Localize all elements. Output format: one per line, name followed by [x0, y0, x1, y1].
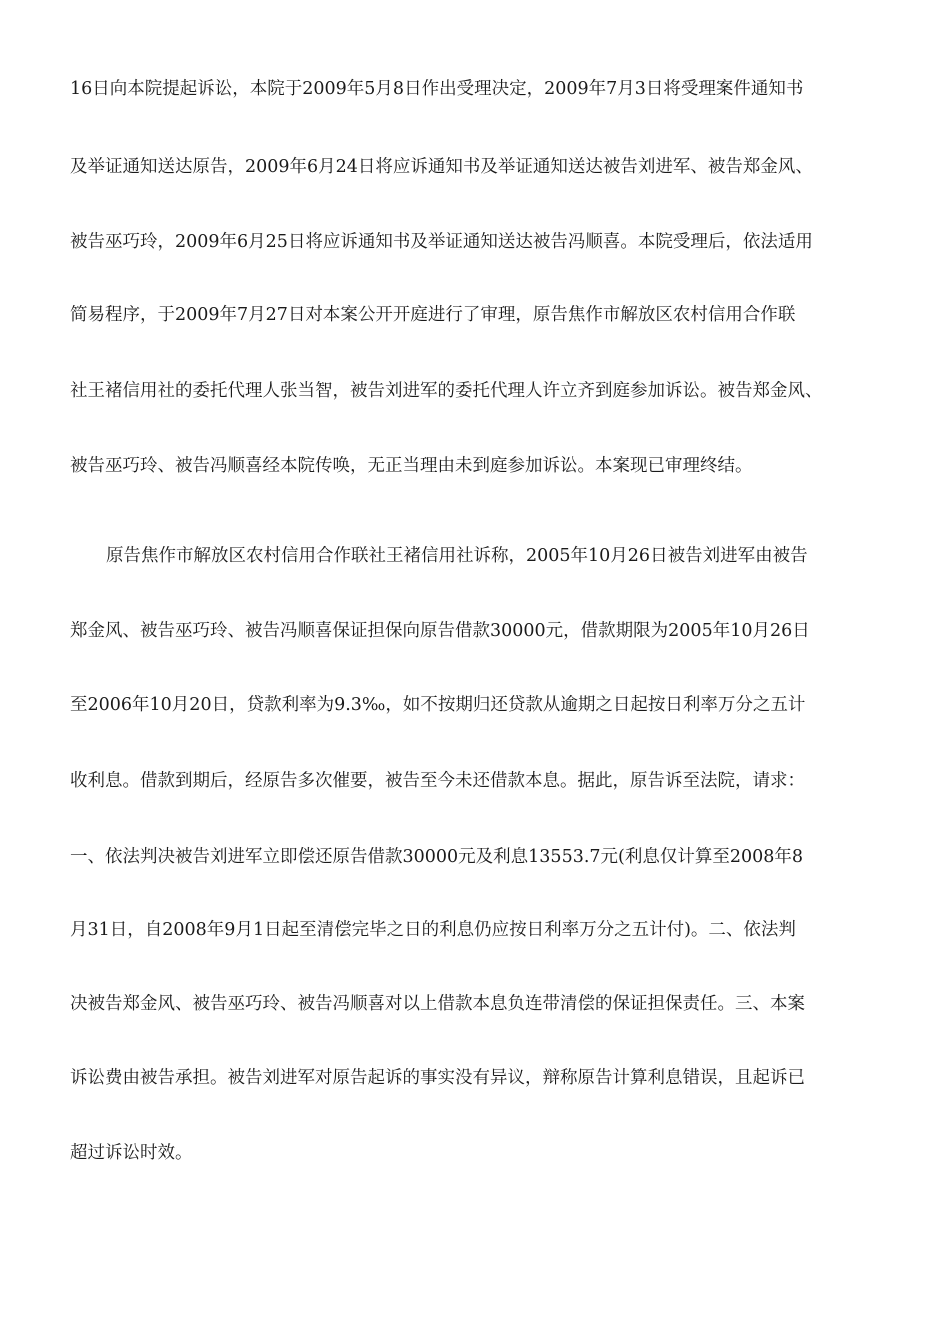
paragraph-1-line-6: 被告巫巧玲、被告冯顺喜经本院传唤，无正当理由未到庭参加诉讼。本案现已审理终结。	[70, 456, 753, 476]
paragraph-2-line-8: 诉讼费由被告承担。被告刘进军对原告起诉的事实没有异议，辩称原告计算利息错误，且起诉已	[70, 1068, 805, 1088]
paragraph-2-line-9: 超过诉讼时效。	[70, 1143, 193, 1163]
paragraph-2-line-3: 至2006年10月20日，贷款利率为9.3‰，如不按期归还贷款从逾期之日起按日利率万分之五计	[70, 695, 806, 715]
paragraph-1-line-5: 社王褚信用社的委托代理人张当智，被告刘进军的委托代理人许立齐到庭参加诉讼。被告郑金风、	[70, 381, 823, 401]
paragraph-1-line-4: 简易程序，于2009年7月27日对本案公开开庭进行了审理，原告焦作市解放区农村信用合作联	[70, 305, 796, 325]
paragraph-2-line-2: 郑金风、被告巫巧玲、被告冯顺喜保证担保向原告借款30000元，借款期限为2005年10月26日	[70, 621, 810, 641]
paragraph-2-line-7: 决被告郑金风、被告巫巧玲、被告冯顺喜对以上借款本息负连带清偿的保证担保责任。三、本案	[70, 994, 805, 1014]
paragraph-1-line-3: 被告巫巧玲，2009年6月25日将应诉通知书及举证通知送达被告冯顺喜。本院受理后，依法适用	[70, 232, 813, 252]
paragraph-2-line-6: 月31日，自2008年9月1日起至清偿完毕之日的利息仍应按日利率万分之五计付)。二、依法判	[70, 920, 796, 940]
paragraph-2-line-1: 原告焦作市解放区农村信用合作联社王褚信用社诉称，2005年10月26日被告刘进军由被告	[106, 546, 808, 566]
paragraph-1-line-1: 16日向本院提起诉讼，本院于2009年5月8日作出受理决定，2009年7月3日将受理案件通知书	[70, 79, 804, 99]
paragraph-1-line-2: 及举证通知送达原告，2009年6月24日将应诉通知书及举证通知送达被告刘进军、被告郑金风、	[70, 157, 813, 177]
paragraph-2-line-5: 一、依法判决被告刘进军立即偿还原告借款30000元及利息13553.7元(利息仅计算至2008年8	[70, 847, 804, 867]
paragraph-2-line-4: 收利息。借款到期后，经原告多次催要，被告至今未还借款本息。据此，原告诉至法院，请求：	[70, 771, 805, 791]
